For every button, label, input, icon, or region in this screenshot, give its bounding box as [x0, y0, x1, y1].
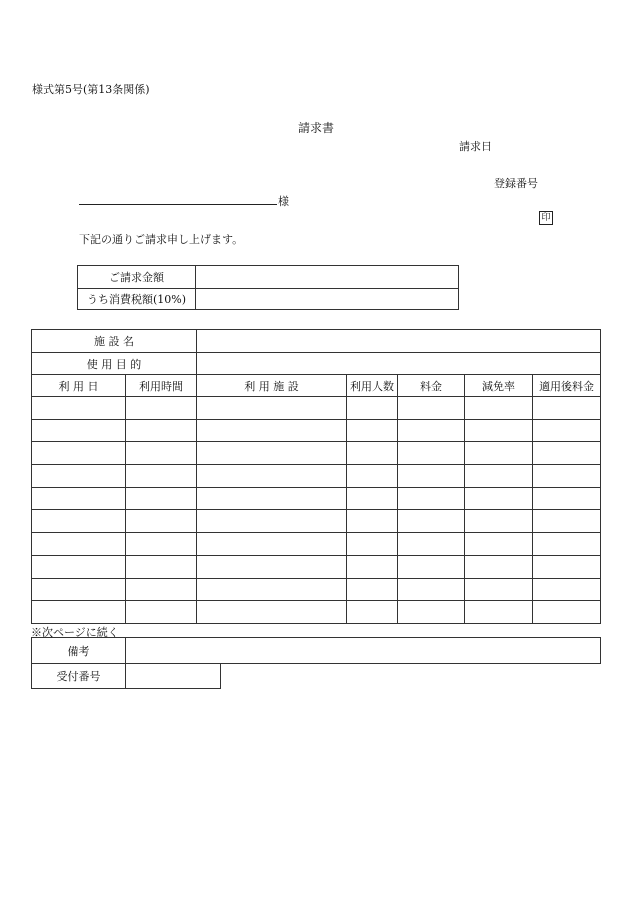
cell-people[interactable]: [347, 487, 398, 510]
cell-reduction-rate[interactable]: [465, 510, 533, 533]
cell-final-fee[interactable]: [533, 555, 601, 578]
header-usage-time: 利用時間: [126, 375, 197, 397]
usage-row: [32, 578, 601, 601]
cell-final-fee[interactable]: [533, 419, 601, 442]
cell-facility[interactable]: [197, 419, 347, 442]
cell-usage-date[interactable]: [32, 601, 126, 624]
cell-reduction-rate[interactable]: [465, 533, 533, 556]
remarks-field[interactable]: [126, 638, 601, 664]
cell-fee[interactable]: [398, 601, 465, 624]
cell-people[interactable]: [347, 465, 398, 488]
cell-people[interactable]: [347, 578, 398, 601]
cell-final-fee[interactable]: [533, 578, 601, 601]
usage-row: [32, 419, 601, 442]
cell-usage-date[interactable]: [32, 442, 126, 465]
facility-name-field[interactable]: [197, 330, 601, 353]
receipt-number-field[interactable]: [126, 664, 221, 689]
cell-people[interactable]: [347, 601, 398, 624]
facility-name-label: 施 設 名: [32, 330, 197, 353]
usage-row: [32, 601, 601, 624]
usage-table: [31, 329, 601, 624]
cell-facility[interactable]: [197, 601, 347, 624]
usage-row: [32, 487, 601, 510]
addressee-line[interactable]: [79, 204, 277, 205]
cell-fee[interactable]: [398, 555, 465, 578]
cell-usage-time[interactable]: [126, 487, 197, 510]
cell-fee[interactable]: [398, 442, 465, 465]
cell-usage-time[interactable]: [126, 601, 197, 624]
cell-fee[interactable]: [398, 465, 465, 488]
cell-usage-time[interactable]: [126, 510, 197, 533]
cell-people[interactable]: [347, 555, 398, 578]
header-people: 利用人数: [347, 375, 398, 397]
cell-facility[interactable]: [197, 578, 347, 601]
purpose-label: 使 用 目 的: [32, 353, 197, 375]
cell-reduction-rate[interactable]: [465, 419, 533, 442]
amount-field[interactable]: [196, 266, 459, 289]
intro-text: 下記の通りご請求申し上げます。: [79, 233, 244, 246]
cell-final-fee[interactable]: [533, 510, 601, 533]
cell-usage-time[interactable]: [126, 397, 197, 420]
cell-reduction-rate[interactable]: [465, 601, 533, 624]
purpose-field[interactable]: [197, 353, 601, 375]
usage-row: [32, 510, 601, 533]
cell-final-fee[interactable]: [533, 601, 601, 624]
addressee-suffix: 様: [278, 195, 289, 208]
cell-final-fee[interactable]: [533, 397, 601, 420]
header-final-fee: 適用後料金: [533, 375, 601, 397]
cell-reduction-rate[interactable]: [465, 578, 533, 601]
cell-facility[interactable]: [197, 487, 347, 510]
cell-usage-time[interactable]: [126, 578, 197, 601]
usage-row: [32, 555, 601, 578]
cell-usage-date[interactable]: [32, 397, 126, 420]
document-title: 請求書: [298, 121, 335, 135]
header-facility: 利 用 施 設: [197, 375, 347, 397]
form-label: 様式第5号(第13条関係): [32, 83, 150, 96]
remarks-label: 備考: [32, 638, 126, 664]
cell-facility[interactable]: [197, 465, 347, 488]
empty-cell: [221, 664, 601, 689]
header-reduction-rate: 減免率: [465, 375, 533, 397]
usage-row: [32, 442, 601, 465]
cell-usage-time[interactable]: [126, 465, 197, 488]
cell-final-fee[interactable]: [533, 442, 601, 465]
usage-row: [32, 397, 601, 420]
cell-facility[interactable]: [197, 397, 347, 420]
cell-people[interactable]: [347, 510, 398, 533]
summary-table: [77, 265, 459, 310]
cell-fee[interactable]: [398, 487, 465, 510]
cell-people[interactable]: [347, 419, 398, 442]
cell-facility[interactable]: [197, 510, 347, 533]
cell-fee[interactable]: [398, 578, 465, 601]
cell-facility[interactable]: [197, 555, 347, 578]
cell-people[interactable]: [347, 442, 398, 465]
registration-number-label: 登録番号: [494, 177, 538, 190]
cell-usage-time[interactable]: [126, 533, 197, 556]
tax-label: うち消費税額(10%): [78, 289, 196, 310]
cell-usage-date[interactable]: [32, 555, 126, 578]
cell-reduction-rate[interactable]: [465, 487, 533, 510]
remarks-table: [31, 637, 601, 689]
usage-row: [32, 465, 601, 488]
cell-final-fee[interactable]: [533, 533, 601, 556]
cell-final-fee[interactable]: [533, 465, 601, 488]
cell-usage-time[interactable]: [126, 442, 197, 465]
continued-note: ※次ページに続く: [31, 626, 119, 639]
header-fee: 料金: [398, 375, 465, 397]
usage-row: [32, 533, 601, 556]
cell-usage-date[interactable]: [32, 510, 126, 533]
cell-fee[interactable]: [398, 397, 465, 420]
cell-facility[interactable]: [197, 442, 347, 465]
cell-usage-date[interactable]: [32, 578, 126, 601]
tax-field[interactable]: [196, 289, 459, 310]
cell-usage-time[interactable]: [126, 555, 197, 578]
header-usage-date: 利 用 日: [32, 375, 126, 397]
cell-usage-time[interactable]: [126, 419, 197, 442]
cell-fee[interactable]: [398, 533, 465, 556]
cell-usage-date[interactable]: [32, 419, 126, 442]
cell-people[interactable]: [347, 533, 398, 556]
cell-reduction-rate[interactable]: [465, 442, 533, 465]
cell-people[interactable]: [347, 397, 398, 420]
cell-final-fee[interactable]: [533, 487, 601, 510]
cell-reduction-rate[interactable]: [465, 397, 533, 420]
seal-mark: 印: [539, 211, 553, 225]
cell-usage-date[interactable]: [32, 465, 126, 488]
usage-header-row: [32, 375, 601, 397]
cell-reduction-rate[interactable]: [465, 465, 533, 488]
cell-facility[interactable]: [197, 533, 347, 556]
receipt-number-label: 受付番号: [32, 664, 126, 689]
cell-reduction-rate[interactable]: [465, 555, 533, 578]
cell-usage-date[interactable]: [32, 533, 126, 556]
billing-date-label: 請求日: [459, 140, 492, 153]
cell-fee[interactable]: [398, 510, 465, 533]
cell-usage-date[interactable]: [32, 487, 126, 510]
cell-fee[interactable]: [398, 419, 465, 442]
amount-label: ご請求金額: [78, 266, 196, 289]
